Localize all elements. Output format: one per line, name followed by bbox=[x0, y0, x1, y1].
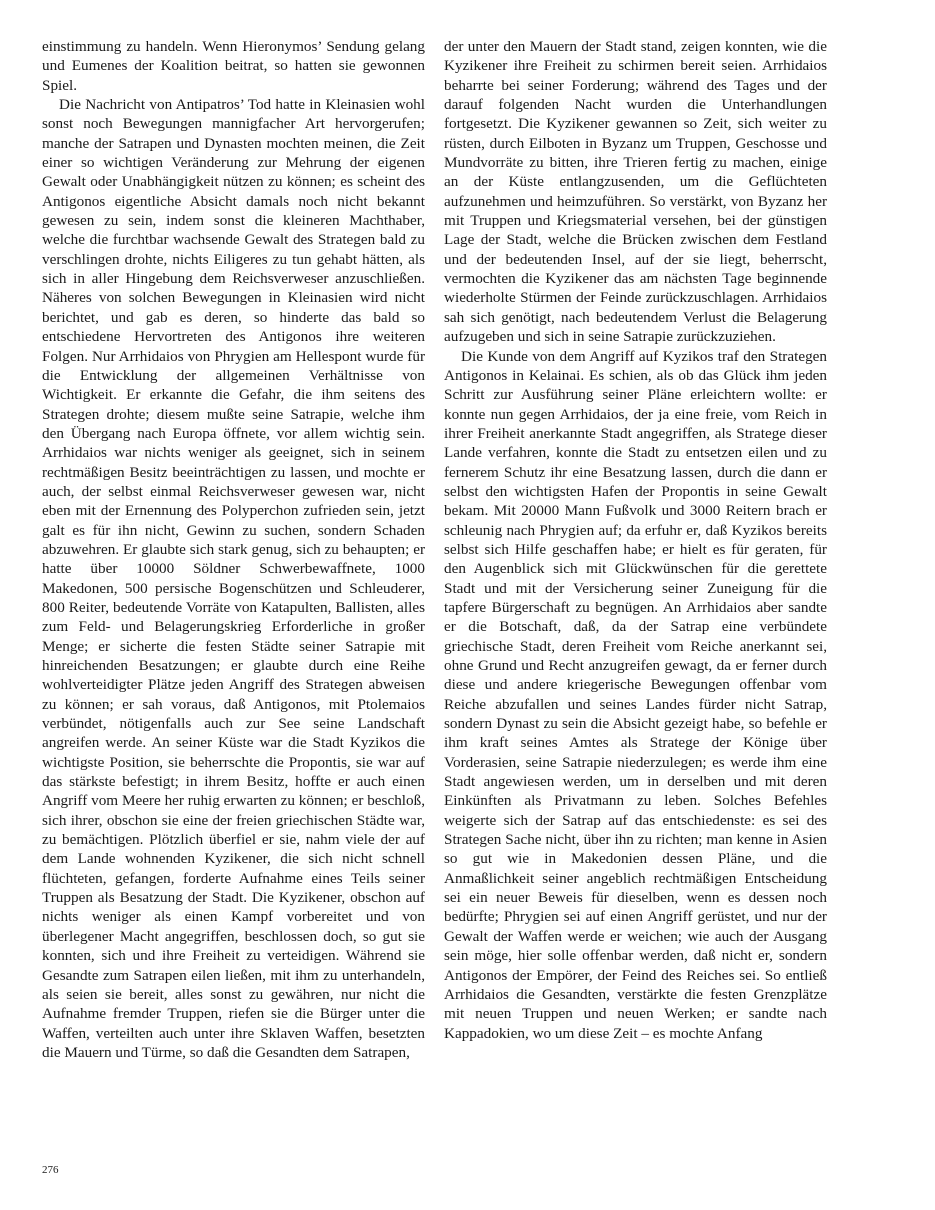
left-text-column bbox=[42, 37, 425, 1062]
paragraph-continuation: einstimmung zu handeln. Wenn Hieronymos’ Sendung gelang und Eumenes der Koalition beitrat, so hatten sie gewonnen Spiel. bbox=[42, 38, 425, 94]
page-number: 276 bbox=[42, 1164, 59, 1176]
paragraph: Die Kunde von dem Angriff auf Kyzikos traf den Strategen Antigonos in Kelainai. Es schien, als ob das Glück ihm jeden Schritt zur Ausführung seiner Pläne erleichtern wollte: er konnte nun gegen Arrhidaios, der ja eine freie, vom Reich in ihrer Freiheit anerkannte Stadt angegriffen, als Stratege dieser Lande verfahren, konnte die Stadt zu entsetzen eilen und zu fernerem Schutz ihr eine Besatzung lassen, durch die dann er selbst den wichtigsten Hafen der Propontis in seine Gewalt bekam. Mit 20000 Mann Fußvolk und 3000 Reitern brach er schleunig nach Phrygien auf; da erfuhr er, daß Kyzikos bereits selbst sich Hilfe geschaffen habe; er hielt es für geraten, für den Augenblick sich mit Glückwünschen für die gerettete Stadt und mit der Versicherung seiner Zuneigung für die tapfere Bürgerschaft zu begnügen. An Arrhidaios aber sandte er die Botschaft, daß, da der Satrap eine verbündete griechische Stadt, deren Freiheit vom Reiche anerkannt sei, ohne Grund und Recht anzugreifen gewagt, da er ferner durch diese und andere kriegerische Bewegungen offenbar vom Reiche abzufallen und seines Landes fürder nicht Satrap, sondern Dynast zu sein die Absicht gezeigt habe, so befehle er ihm kraft seines Amtes als Stratege der Könige über Vorderasien, seine Satrapie niederzulegen; es werde ihm eine Stadt angewiesen werden, um in derselben und mit deren Einkünften als Privatmann zu leben. Solches Befehles weigerte sich der Satrap auf das entschiedenste: es sei des Strategen Sache nicht, über ihn zu richten; man kenne in Asien so gut wie in Makedonien dessen Pläne, und die Anmaßlichkeit seiner angeblich rechtmäßigen Entscheidung sei ein neuer Beweis für dieselben, wenn es dessen noch bedürfte; Phrygien sei auf einen Angriff gerüstet, und nur der Gewalt der Waffen werde er weichen; wie auch der Ausgang sein möge, hier solle offenbar werden, daß nicht er, sondern Antigonos der Empörer, der Feind des Reiches sei. So entließ Arrhidaios die Gesandten, verstärkte die festen Grenzplätze mit neuen Truppen und neuen Werken; er sandte nach Kappadokien, wo um diese Zeit – es mochte Anfang bbox=[444, 347, 827, 1042]
paragraph: Die Nachricht von Antipatros’ Tod hatte in Kleinasien wohl sonst noch Bewegungen mannigfacher Art hervorgerufen; manche der Satrapen und Dynasten mochten meinen, die Zeit einer so wichtigen Veränderung zur Mehrung der eigenen Gewalt oder Unabhängigkeit nützen zu können; es scheint des Antigonos eigentliche Absicht damals noch nicht bekannt gewesen zu sein, indem sonst die kleineren Machthaber, welche die furchtbar wachsende Gewalt des Strategen bald zu verschlingen drohte, nichts Eiligeres zu tun gehabt hätten, als sich in aller Hingebung dem Reichsverweser anzuschließen. Näheres von solchen Bewegungen in Kleinasien wird nicht berichtet, und gab es deren, so hinderte das bald so entschiedene Hervortreten des Antigonos ihre weiteren Folgen. Nur Arrhidaios von Phrygien am Hellespont wurde für die Entwicklung der allgemeinen Verhältnisse von Wichtigkeit. Er erkannte die Gefahr, die ihm seitens des Strategen drohte; diesem mußte seine Satrapie, welche ihm den Übergang nach Europa öffnete, vor allem wichtig sein. Arrhidaios war nichts weniger als geeignet, sich in seinem rechtmäßigen Besitz beeinträchtigen zu lassen, und mochte er auch, der selbst einmal Reichsverweser gewesen war, nicht eben mit der Ernennung des Polyperchon zufrieden sein, jetzt galt es für ihn nicht, Gewinn zu suchen, sondern Schaden abzuwehren. Er glaubte sich stark genug, sich zu behaupten; er hatte über 10000 Söldner Schwerbewaffnete, 1000 Makedonen, 500 persische Bogenschützen und Schleuderer, 800 Reiter, bedeutende Vorräte von Katapulten, Ballisten, alles zum Feld- und Belagerungskrieg Erforderliche in großer Menge; er sicherte die festen Städte seiner Satrapie mit hinreichenden Besatzungen; er glaubte durch eine Reihe wohlverteidigter Plätze jeden Angriff des Strategen abweisen zu können; er sah voraus, daß Antigonos, mit Ptolemaios verbündet, nötigenfalls auch zur See seine Landschaft angreifen werde. An seiner Küste war die Stadt Kyzikos die wichtigste Position, sie beherrschte die Propontis, sie war auf das stärkste befestigt; in ihrem Besitz, hoffte er auch einen Angriff vom Meere her ruhig erwarten zu können; er beschloß, sich ihrer, obschon sie eine der freien griechischen Städte war, zu bemächtigen. Plötzlich überfiel er sie, nahm viele der auf dem Lande wohnenden Kyzikener, die sich nicht schnell flüchteten, gefangen, forderte Aufnahme eines Teils seiner Truppen als Besatzung der Stadt. Die Kyzikener, obschon auf nichts weniger als einen Kampf vorbereitet und von überlegener Macht angegriffen, beschlossen doch, so gut sie konnten, sich und ihre Freiheit zu verteidigen. Während sie Gesandte zum Satrapen eilen ließen, mit ihm zu unterhandeln, als seien sie bereit, alles sonst zu gewähren, nur nicht die Aufnahme fremder Truppen, riefen sie die Bürger unter die Waffen, verteilten auch unter ihre Sklaven Waffen, besetzten die Mauern und Türme, so daß die Gesandten dem Satrapen, bbox=[42, 96, 425, 1061]
right-text-column bbox=[444, 37, 827, 1043]
paragraph-continuation: der unter den Mauern der Stadt stand, zeigen konnten, wie die Kyzikener ihre Freiheit zu schirmen bereit seien. Arrhidaios beharrte bei seiner Forderung; während des Tages und der darauf folgenden Nacht wurden die Unterhandlungen fortgesetzt. Die Kyzikener gewannen so Zeit, sich weiter zu rüsten, durch Eilboten in Byzanz um Truppen, Geschosse und Mundvorräte zu bitten, ihre Trieren fertig zu machen, einige an der Küste entlangzusenden, um die Geflüchteten aufzunehmen und heimzuführen. So verstärkt, von Byzanz her mit Truppen und Kriegsmaterial versehen, bei der günstigen Lage der Stadt, welche die Brücken zwischen dem Festland und der bedeutenden Insel, auf der sie liegt, beherrscht, vermochten die Kyzikener das am nächsten Tage beginnende wiederholte Stürmen der Feinde zurückzuschlagen. Arrhidaios sah sich genötigt, nach bedeutendem Verlust die Belagerung aufzugeben und sich in seine Satrapie zurückzuziehen. bbox=[444, 38, 827, 346]
